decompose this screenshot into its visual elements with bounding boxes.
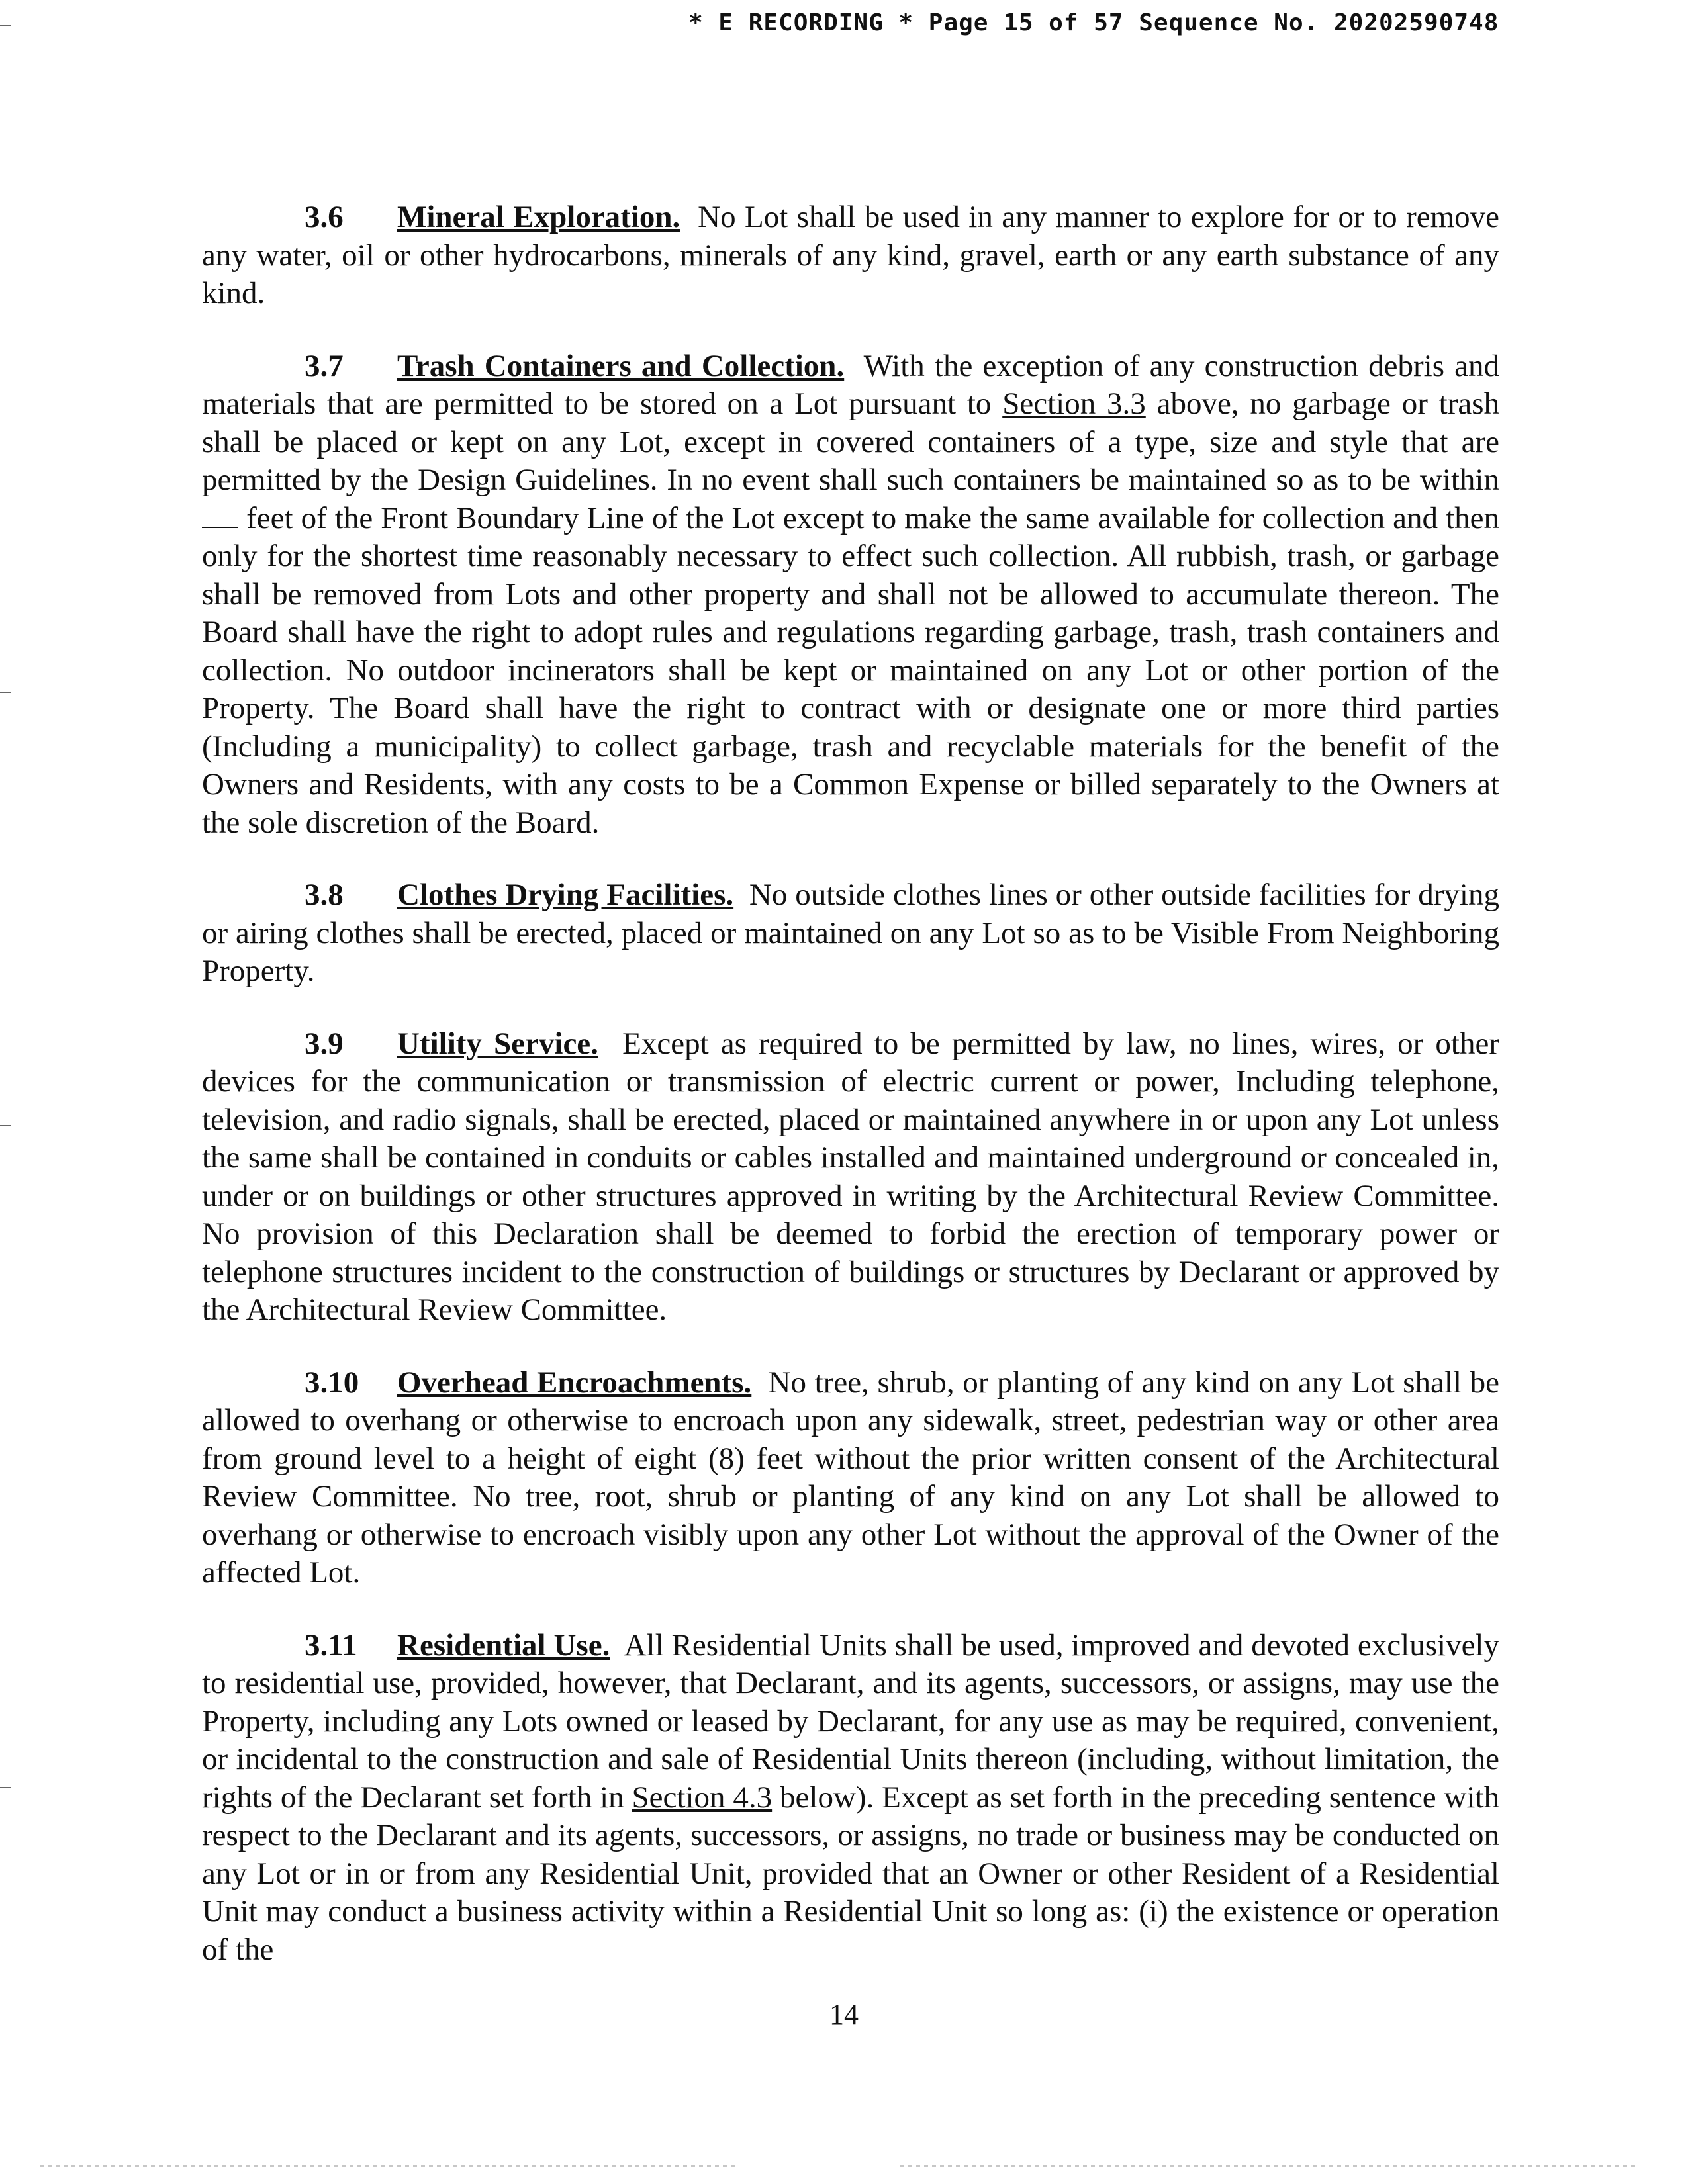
- section-3-9: [202, 1025, 1499, 1330]
- scan-noise: [900, 2165, 1635, 2167]
- section-title: Clothes Drying Facilities.: [397, 878, 734, 912]
- section-title: Overhead Encroachments.: [397, 1365, 752, 1400]
- section-title: Mineral Exploration.: [397, 200, 680, 234]
- section-reference: Section 4.3: [632, 1780, 773, 1815]
- section-title: Trash Containers and Collection.: [397, 348, 845, 383]
- section-3-7: [202, 347, 1499, 842]
- scan-edge-mark: [0, 25, 11, 26]
- section-number: 3.9: [305, 1026, 344, 1061]
- scan-noise: [40, 2165, 735, 2167]
- scan-edge-mark: [0, 1125, 11, 1126]
- section-text: No Lot shall be used in any manner to explore for or to remove any water, oil or other hydrocarbons, minerals of any kind, gravel, earth or any earth substance of any kind.: [202, 200, 1499, 310]
- document-body: [202, 199, 1499, 2003]
- section-3-10: [202, 1364, 1499, 1592]
- section-text: feet of the Front Boundary Line of the Lot except to make the same available for collection and then only for the shortest time reasonably necessary to effect such collection. All rubbish, trash, or garbage shall be removed from Lots and other property and shall not be allowed to accumulate thereon. The Board shall have the right to adopt rules and regulations regarding garbage, trash, trash containers and collection. No outdoor incinerators shall be kept or maintained on any Lot or other portion of the Property. The Board shall have the right to contract with or designate one or more third parties (Including a municipality) to collect garbage, trash and recyclable materials for the benefit of the Owners and Residents, with any costs to be a Common Expense or billed separately to the Owners at the sole discretion of the Board.: [202, 500, 1499, 840]
- page-number: 14: [829, 1998, 859, 2030]
- scan-edge-mark: [0, 692, 11, 693]
- section-text: With the exception of any construction debris and materials that are permitted to be stored on a Lot pursuant to: [202, 348, 1499, 421]
- scan-edge-mark: [0, 1787, 11, 1788]
- section-text: below). Except as set forth in the preceding sentence with respect to the Declarant and its agents, successors, or assigns, no trade or business may be conducted on any Lot or in or from any Residential Unit, provided that an Owner or other Resident of a Residential Unit may conduct a business activity within a Residential Unit so long as: (i) the existence or operation of the: [202, 1780, 1499, 1967]
- section-title: Residential Use.: [397, 1627, 610, 1662]
- section-3-11: [202, 1627, 1499, 1970]
- section-number: 3.8: [305, 878, 344, 912]
- recording-header: * E RECORDING * Page 15 of 57 Sequence No. 20202590748: [688, 9, 1499, 36]
- section-number: 3.11: [305, 1627, 357, 1662]
- section-text: Except as required to be permitted by law, no lines, wires, or other devices for the communication or transmission of electric current or power, Including telephone, television, and radio signals, shall be erected, placed or maintained anywhere in or upon any Lot unless the same shall be contained in conduits or cables installed and maintained underground or concealed in, under or on buildings or other structures approved in writing by the Architectural Review Committee. No provision of this Declaration shall be deemed to forbid the erection of temporary power or telephone structures incident to the construction of buildings or structures by Declarant or approved by the Architectural Review Committee.: [202, 1026, 1500, 1327]
- section-text: above, no garbage or trash shall be placed or kept on any Lot, except in covered containers of a type, size and style that are permitted by the Design Guidelines. In no event shall such containers be maintained so as to be within: [202, 387, 1500, 497]
- section-text: No tree, shrub, or planting of any kind on any Lot shall be allowed to overhang or otherwise to encroach upon any sidewalk, street, pedestrian way or other area from ground level to a height of eight (8) feet without the prior written consent of the Architectural Review Committee. No tree, root, shrub or planting of any kind on any Lot shall be allowed to overhang or otherwise to encroach visibly upon any other Lot without the approval of the Owner of the affected Lot.: [202, 1365, 1500, 1590]
- section-number: 3.7: [305, 348, 344, 383]
- blank-line: [202, 500, 238, 528]
- section-reference: Section 3.3: [1002, 387, 1146, 421]
- section-text: All Residential Units shall be used, improved and devoted exclusively to residential use, provided, however, that Declarant, and its agents, successors, or assigns, may use the Property, including any Lots owned or leased by Declarant, for any use as may be required, convenient, or incidental to the construction and sale of Residential Units thereon (including, without limitation, the rights of the Declarant set forth in: [202, 1627, 1499, 1815]
- section-number: 3.10: [305, 1365, 359, 1400]
- section-3-6: [202, 199, 1499, 313]
- section-text: No outside clothes lines or other outside facilities for drying or airing clothes shall be erected, placed or maintained on any Lot so as to be Visible From Neighboring Property.: [202, 878, 1499, 988]
- section-3-8: [202, 876, 1499, 991]
- section-title: Utility Service.: [397, 1026, 598, 1061]
- section-number: 3.6: [305, 200, 344, 234]
